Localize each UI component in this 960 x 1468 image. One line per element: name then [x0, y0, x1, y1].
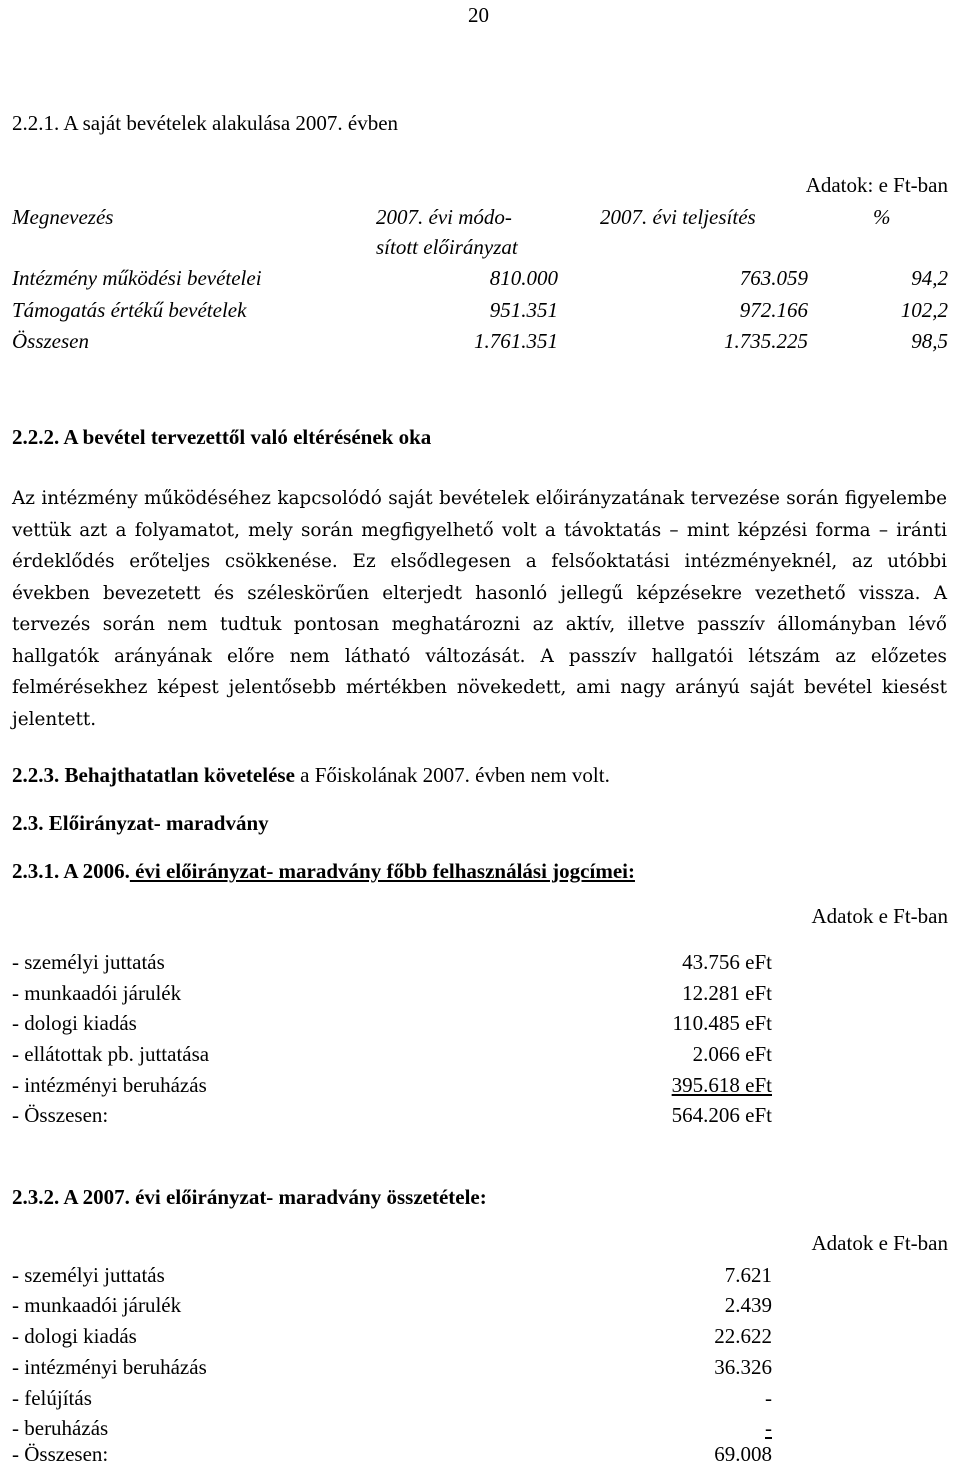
section-222-title: 2.2.2. A bevétel tervezettől való eltérésének oka [12, 425, 432, 449]
list-item-value: 395.618 eFt [671, 1073, 772, 1097]
list-item-label: - Összesen: [12, 1442, 109, 1466]
list-item-value: 43.756 eFt [682, 950, 772, 974]
list-item-value: - [765, 1416, 772, 1440]
list-item-value: 12.281 eFt [682, 981, 772, 1005]
table-cell: 1.761.351 [474, 329, 558, 353]
section-223 [12, 762, 610, 788]
table-cell: Támogatás értékű bevételek [12, 298, 247, 322]
list-item-label: - ellátottak pb. juttatása [12, 1042, 210, 1066]
section-223-rest: a Főiskolának 2007. évben nem volt. [294, 763, 610, 787]
table-cell: Intézmény működési bevételei [12, 266, 262, 290]
table-cell: 951.351 [489, 298, 558, 322]
list-item-value: 2.066 eFt [692, 1042, 772, 1066]
paragraph-sentence: A tervezés során nem tudtuk pontosan meghatározni az aktív, illetve passzív állományban lévő hallgatók arányának előre nem látható változását. [12, 582, 947, 667]
table-cell: Összesen [12, 329, 89, 353]
table-cell: 98,5 [911, 329, 948, 353]
unit-note: Adatok e Ft-ban [811, 1231, 948, 1255]
table-cell: 94,2 [911, 266, 948, 290]
list-item-value: 69.008 [714, 1442, 772, 1466]
paragraph-sentence: A passzív hallgatói létszám az előzetes felmérésekhez képest jelentősebb mértékben növekedett, ami nagy arányú saját bevétel kiesést jelentett. [12, 645, 947, 730]
list-item-label: - Összesen: [12, 1103, 109, 1127]
table-header: 2007. évi módo- [376, 205, 512, 229]
table-cell: 763.059 [739, 266, 808, 290]
table-cell: 1.735.225 [724, 329, 808, 353]
table-header: sított előirányzat [376, 235, 518, 259]
table-header: Megnevezés [12, 205, 114, 229]
section-223-bold: Behajthatatlan követelése [64, 763, 295, 787]
list-item-value: 110.485 eFt [672, 1011, 772, 1035]
list-item-label: - intézményi beruházás [12, 1355, 207, 1379]
list-item-value: 564.206 eFt [671, 1103, 772, 1127]
list-item-label: - személyi juttatás [12, 950, 165, 974]
list-item-value: - [765, 1386, 772, 1410]
table-cell: 102,2 [900, 298, 948, 322]
list-item-value: 7.621 [724, 1263, 772, 1287]
list-item-label: - munkaadói járulék [12, 981, 182, 1005]
section-23-title: 2.3. Előirányzat- maradvány [12, 811, 269, 835]
table-header: 2007. évi teljesítés [600, 205, 756, 229]
list-item-label: - felújítás [12, 1386, 92, 1410]
table-cell: 810.000 [489, 266, 558, 290]
list-item-label: - személyi juttatás [12, 1263, 165, 1287]
list-item-label: - munkaadói járulék [12, 1293, 182, 1317]
list-item-value: 36.326 [714, 1355, 772, 1379]
list-item-value: 2.439 [724, 1293, 772, 1317]
section-232-title: 2.3.2. A 2007. évi előirányzat- maradvány összetétele: [12, 1185, 487, 1209]
unit-note: Adatok e Ft-ban [811, 904, 948, 928]
paragraph-sentence: Ez elsődlegesen a felsőoktatási intézményeknél, az utóbbi években bevezetett és széleskörűen elterjedt hasonló jellegű képzésekre vezethető vissza. [12, 551, 947, 604]
table-cell: 972.166 [739, 298, 808, 322]
list-item-label: - beruházás [12, 1416, 109, 1440]
paragraph-sentence: Az intézmény működéséhez kapcsolódó saját bevételek előirányzatának tervezése során figyelembe vettük azt a folyamatot, mely során megfigyelhető volt a távoktatás – mint képzési forma – iránti érdeklődés erőteljes csökkenése. [12, 488, 947, 572]
section-231-title: 2.3.1. A 2006. évi előirányzat- maradvány főbb felhasználási jogcímei: [12, 859, 635, 883]
list-item-label: - dologi kiadás [12, 1324, 137, 1348]
section-223-number: 2.2.3. [12, 763, 60, 787]
list-item-label: - intézményi beruházás [12, 1073, 207, 1097]
body-paragraph [12, 483, 947, 735]
unit-note: Adatok: e Ft-ban [805, 173, 948, 197]
page-number: 20 [468, 3, 489, 27]
list-item-label: - dologi kiadás [12, 1011, 137, 1035]
section-221-title: 2.2.1. A saját bevételek alakulása 2007. évben [12, 111, 399, 135]
table-header: % [873, 205, 891, 229]
list-item-value: 22.622 [714, 1324, 772, 1348]
